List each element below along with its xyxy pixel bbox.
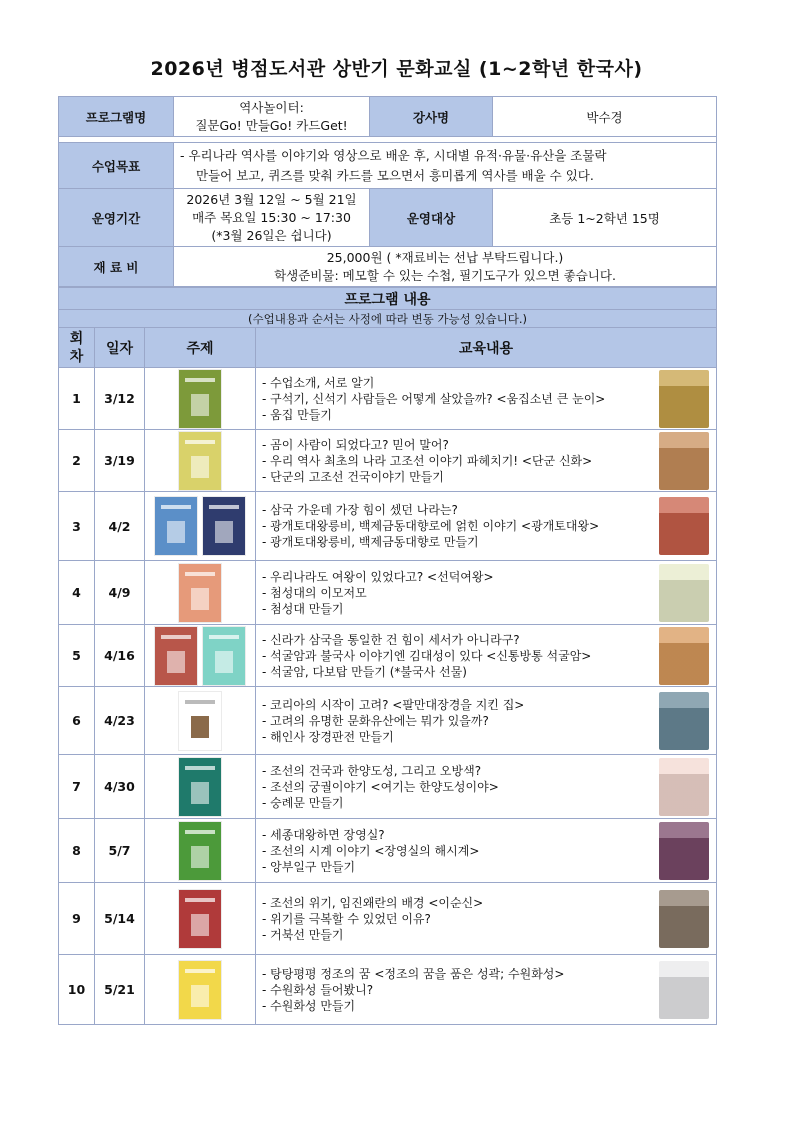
table-row xyxy=(59,819,717,883)
craft-card-image xyxy=(179,692,221,750)
row-date: 3/12 xyxy=(95,368,145,430)
book-cover-image xyxy=(659,370,709,428)
topic-cards xyxy=(145,955,256,1025)
table-row xyxy=(59,430,717,492)
row-content xyxy=(256,819,652,883)
content-line: - 고려의 유명한 문화유산에는 뭐가 있을까? xyxy=(262,713,489,728)
content-line: - 탕탕평평 정조의 꿈 <정조의 꿈을 품은 성곽; 수원화성> xyxy=(262,966,565,981)
book-cover-image xyxy=(659,692,709,750)
content-line: - 숭례문 만들기 xyxy=(262,795,344,810)
content-line: - 움집 만들기 xyxy=(262,407,332,422)
col-topic: 주제 xyxy=(145,328,256,368)
craft-card-image xyxy=(203,627,245,685)
content-line: - 조선의 건국과 한양도성, 그리고 오방색? xyxy=(262,763,482,778)
row-number: 6 xyxy=(59,687,95,755)
row-content xyxy=(256,368,652,430)
book-cover-image xyxy=(659,758,709,816)
info-table xyxy=(58,96,717,287)
book-cover-cell xyxy=(652,819,717,883)
fee-text xyxy=(174,247,717,287)
content-line: - 신라가 삼국을 통일한 건 힘이 세서가 아니라구? xyxy=(262,632,520,647)
content-line: - 코리아의 시작이 고려? <팔만대장경을 지킨 집> xyxy=(262,697,525,712)
row-date: 4/30 xyxy=(95,755,145,819)
topic-cards xyxy=(145,819,256,883)
table-row xyxy=(59,625,717,687)
book-cover-cell xyxy=(652,687,717,755)
content-line: - 석굴암, 다보탑 만들기 (*불국사 선물) xyxy=(262,664,467,679)
content-line: - 앙부일구 만들기 xyxy=(262,859,356,874)
program-header: 프로그램 내용 xyxy=(59,288,717,310)
topic-cards xyxy=(145,430,256,492)
book-cover-cell xyxy=(652,430,717,492)
goal-line1: - 우리나라 역사를 이야기와 영상으로 배운 후, 시대별 유적·유물·유산을 조물락 xyxy=(180,147,607,163)
content-line: - 구석기, 신석기 사람들은 어떻게 살았을까? <움집소년 큰 눈이> xyxy=(262,391,606,406)
book-cover-cell xyxy=(652,561,717,625)
row-content xyxy=(256,883,652,955)
goal-text xyxy=(174,143,717,189)
book-cover-cell xyxy=(652,492,717,561)
content-line: - 광개토대왕릉비, 백제금동대향로 만들기 xyxy=(262,535,479,549)
book-cover-image xyxy=(659,497,709,555)
target-label: 운영대상 xyxy=(370,189,493,247)
row-date: 4/9 xyxy=(95,561,145,625)
program-name xyxy=(174,97,370,137)
topic-cards xyxy=(145,561,256,625)
row-date: 4/23 xyxy=(95,687,145,755)
craft-card-image xyxy=(179,370,221,428)
row-content xyxy=(256,430,652,492)
fee-line2: 학생준비물: 메모할 수 있는 수첩, 필기도구가 있으면 좋습니다. xyxy=(274,267,616,283)
content-line: - 조선의 위기, 임진왜란의 배경 <이순신> xyxy=(262,895,484,910)
row-number: 3 xyxy=(59,492,95,561)
content-line: - 첨성대 만들기 xyxy=(262,601,344,616)
content-line: - 단군의 고조선 건국이야기 만들기 xyxy=(262,469,444,484)
topic-cards xyxy=(145,625,256,687)
content-line: - 우리 역사 최초의 나라 고조선 이야기 파헤치기! <단군 신화> xyxy=(262,453,593,468)
row-number: 5 xyxy=(59,625,95,687)
row-date: 5/21 xyxy=(95,955,145,1025)
craft-card-image xyxy=(179,961,221,1019)
craft-card-image xyxy=(179,432,221,490)
content-line: - 수원화성 만들기 xyxy=(262,998,356,1013)
book-cover-image xyxy=(659,822,709,880)
content-line: - 석굴암과 불국사 이야기엔 김대성이 있다 <신통방통 석굴암> xyxy=(262,648,592,663)
book-cover-cell xyxy=(652,625,717,687)
row-content xyxy=(256,687,652,755)
program-name-line2: 질문Go! 만들Go! 카드Get! xyxy=(195,117,348,133)
fee-line1: 25,000원 ( *재료비는 선납 부탁드립니다.) xyxy=(326,249,564,265)
book-cover-cell xyxy=(652,883,717,955)
topic-cards xyxy=(145,368,256,430)
content-line: - 세종대왕하면 장영실? xyxy=(262,827,385,842)
table-row xyxy=(59,955,717,1025)
program-name-line1: 역사놀이터: xyxy=(239,99,304,115)
craft-card-image xyxy=(179,890,221,948)
row-number: 7 xyxy=(59,755,95,819)
col-round-2: 차 xyxy=(69,348,84,365)
row-date: 4/2 xyxy=(95,492,145,561)
instructor-name: 박수경 xyxy=(493,97,717,137)
row-number: 4 xyxy=(59,561,95,625)
table-row xyxy=(59,883,717,955)
craft-card-image xyxy=(179,564,221,622)
content-line: - 조선의 궁궐이야기 <여기는 한양도성이야> xyxy=(262,779,499,794)
goal-line2: 만들어 보고, 퀴즈를 맞춰 카드를 모으면서 흥미롭게 역사를 배울 수 있다. xyxy=(196,167,594,183)
instructor-label: 강사명 xyxy=(370,97,493,137)
content-line: - 수원화성 들어봤니? xyxy=(262,982,374,997)
page-title: 2026년 병점도서관 상반기 문화교실 (1~2학년 한국사) xyxy=(150,58,643,80)
row-date: 3/19 xyxy=(95,430,145,492)
book-cover-image xyxy=(659,564,709,622)
period-text xyxy=(174,189,370,247)
craft-card-image xyxy=(179,758,221,816)
target-text: 초등 1~2학년 15명 xyxy=(493,189,717,247)
book-cover-image xyxy=(659,627,709,685)
row-number: 10 xyxy=(59,955,95,1025)
craft-card-image xyxy=(203,497,245,555)
topic-cards xyxy=(145,687,256,755)
col-date: 일자 xyxy=(95,328,145,368)
table-row xyxy=(59,368,717,430)
program-note: (수업내용과 순서는 사정에 따라 변동 가능성 있습니다.) xyxy=(59,310,717,328)
content-line: - 해인사 장경판전 만들기 xyxy=(262,729,394,744)
content-line: - 수업소개, 서로 알기 xyxy=(262,375,375,390)
book-cover-cell xyxy=(652,755,717,819)
fee-label: 재 료 비 xyxy=(59,247,174,287)
table-row xyxy=(59,561,717,625)
period-label: 운영기간 xyxy=(59,189,174,247)
col-round xyxy=(59,328,95,368)
craft-card-image xyxy=(155,497,197,555)
row-number: 8 xyxy=(59,819,95,883)
craft-card-image xyxy=(179,822,221,880)
row-date: 5/7 xyxy=(95,819,145,883)
content-line: - 곰이 사람이 되었다고? 믿어 말어? xyxy=(262,437,449,452)
content-line: - 조선의 시계 이야기 <장영실의 해시계> xyxy=(262,843,480,858)
content-line: - 첨성대의 이모저모 xyxy=(262,585,367,600)
row-date: 4/16 xyxy=(95,625,145,687)
book-cover-image xyxy=(659,432,709,490)
period-line2: 매주 목요일 15:30 ~ 17:30 xyxy=(192,209,351,225)
table-row xyxy=(59,687,717,755)
book-cover-cell xyxy=(652,955,717,1025)
topic-cards xyxy=(145,755,256,819)
content-line: - 거북선 만들기 xyxy=(262,927,344,942)
content-line: - 위기를 극복할 수 있었던 이유? xyxy=(262,911,431,926)
program-rows xyxy=(59,368,717,1025)
row-content xyxy=(256,755,652,819)
program-table xyxy=(58,287,717,1025)
period-line1: 2026년 3월 12일 ~ 5월 21일 xyxy=(186,191,357,207)
table-row xyxy=(59,755,717,819)
book-cover-cell xyxy=(652,368,717,430)
topic-cards xyxy=(145,883,256,955)
row-content xyxy=(256,492,652,561)
period-line3: (*3월 26일은 쉽니다) xyxy=(211,227,332,243)
row-number: 2 xyxy=(59,430,95,492)
program-label: 프로그램명 xyxy=(59,97,174,137)
content-line: - 삼국 가운데 가장 힘이 셌던 나라는? xyxy=(262,503,458,517)
table-row xyxy=(59,492,717,561)
col-content: 교육내용 xyxy=(256,328,717,368)
content-line: - 광개토대왕릉비, 백제금동대향로에 얽힌 이야기 <광개토대왕> xyxy=(262,519,600,533)
book-cover-image xyxy=(659,961,709,1019)
topic-cards xyxy=(145,492,256,561)
row-number: 1 xyxy=(59,368,95,430)
craft-card-image xyxy=(155,627,197,685)
row-content xyxy=(256,955,652,1025)
book-cover-image xyxy=(659,890,709,948)
row-date: 5/14 xyxy=(95,883,145,955)
col-round-1: 회 xyxy=(69,330,84,347)
row-content xyxy=(256,625,652,687)
goal-label: 수업목표 xyxy=(59,143,174,189)
row-number: 9 xyxy=(59,883,95,955)
content-line: - 우리나라도 여왕이 있었다고? <선덕여왕> xyxy=(262,569,494,584)
row-content xyxy=(256,561,652,625)
